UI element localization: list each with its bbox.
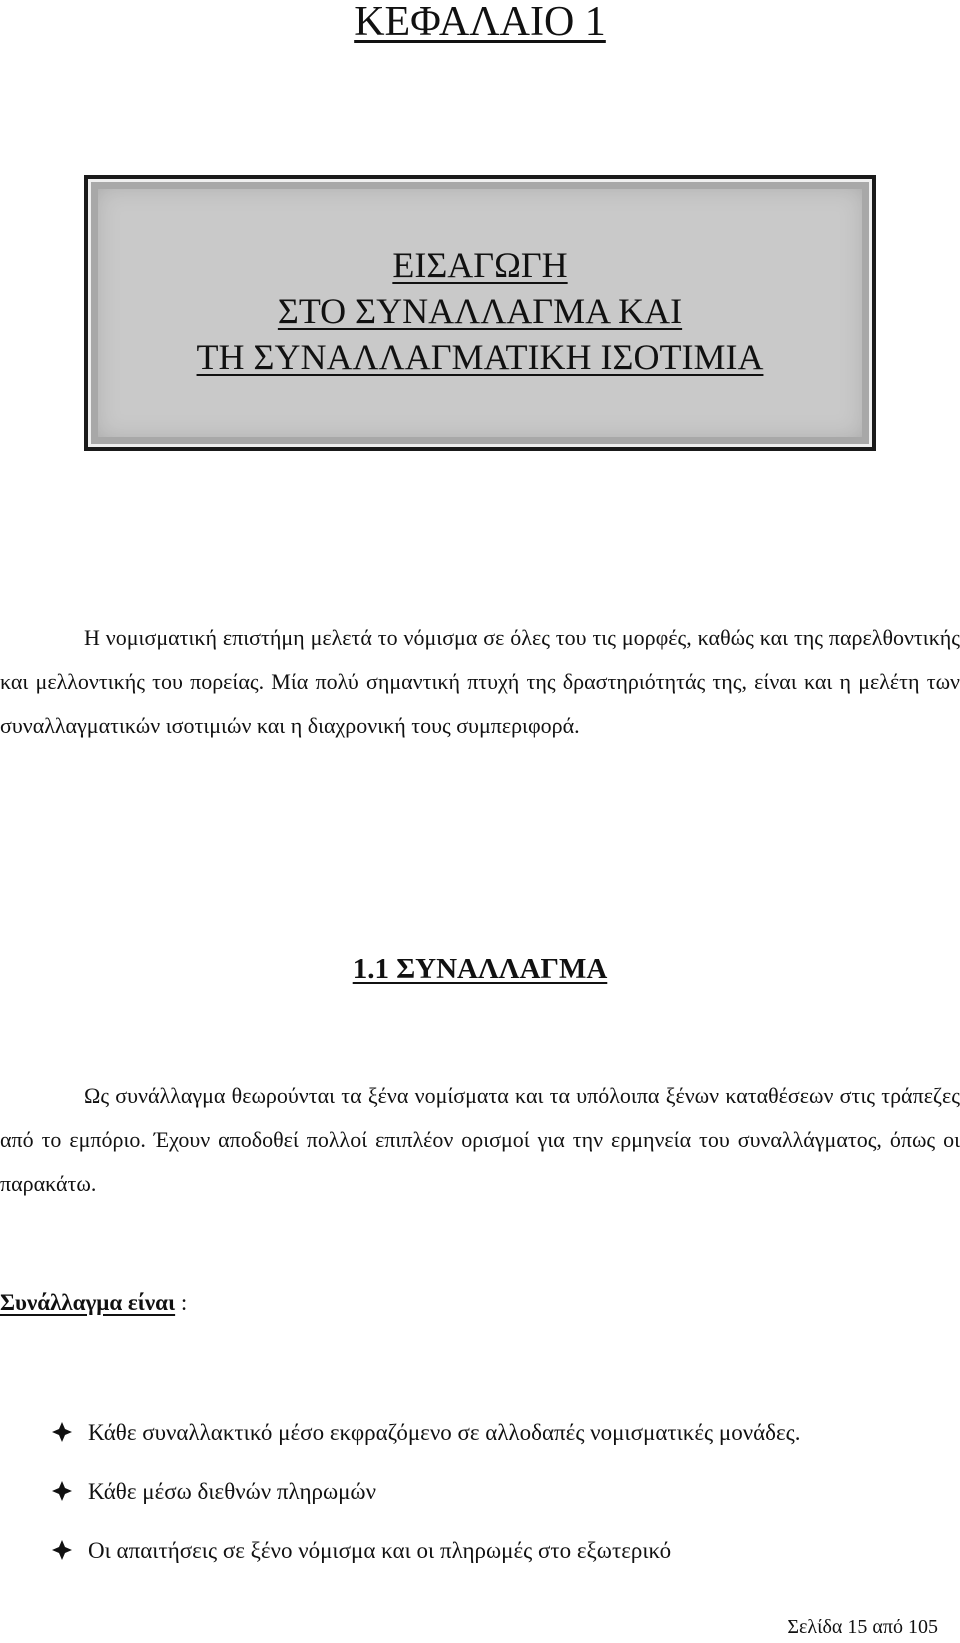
title-line-2: ΣΤΟ ΣΥΝΑΛΛΑΓΜΑ ΚΑΙ: [277, 291, 683, 331]
title-box-lines: [88, 242, 872, 380]
definition-paragraph: Ως συνάλλαγμα θεωρούνται τα ξένα νομίσματα και τα υπόλοιπα ξένων καταθέσεων στις τράπεζες από το εμπόριο. Έχουν αποδοθεί πολλοί επιπλέον ορισμοί για την ερμηνεία του συναλλάγματος, όπως οι παρακάτω.: [0, 1083, 960, 1196]
list-item-text: Κάθε συναλλακτικό μέσο εκφραζόμενο σε αλλοδαπές νομισματικές μονάδες.: [88, 1420, 801, 1445]
list-item-text: Οι απαιτήσεις σε ξένο νόμισμα και οι πληρωμές στο εξωτερικό: [88, 1538, 672, 1563]
definition-label-row: [0, 1288, 187, 1318]
list-item: [0, 1418, 960, 1477]
definition-colon: :: [175, 1290, 188, 1315]
page-number: Σελίδα 15 από 105: [787, 1616, 938, 1638]
title-box: [84, 175, 876, 451]
title-line-3: ΤΗ ΣΥΝΑΛΛΑΓΜΑΤΙΚΗ ΙΣΟΤΙΜΙΑ: [196, 337, 764, 377]
section-heading: 1.1 ΣΥΝΑΛΛΑΓΜΑ: [352, 953, 608, 985]
definition-list: [0, 1418, 960, 1595]
diamond-bullet-icon: [52, 1481, 72, 1501]
definition-label: Συνάλλαγμα είναι: [0, 1290, 176, 1315]
intro-paragraph: Η νομισματική επιστήμη μελετά το νόμισμα σε όλες του τις μορφές, καθώς και της παρελθοντικής και μελλοντικής του πορείας. Μία πολύ σημαντική πτυχή της δραστηριότητάς της, είναι και η μελέτη των συναλλαγματικών ισοτιμιών και η διαχρονική τους συμπεριφορά.: [0, 625, 960, 738]
diamond-bullet-icon: [52, 1540, 72, 1560]
list-item: [0, 1477, 960, 1536]
list-item-text: Κάθε μέσω διεθνών πληρωμών: [88, 1479, 376, 1504]
list-item: [0, 1536, 960, 1595]
diamond-bullet-icon: [52, 1422, 72, 1442]
title-line-1: ΕΙΣΑΓΩΓΗ: [392, 245, 568, 285]
chapter-title: ΚΕΦΑΛΑΙΟ 1: [354, 0, 606, 45]
